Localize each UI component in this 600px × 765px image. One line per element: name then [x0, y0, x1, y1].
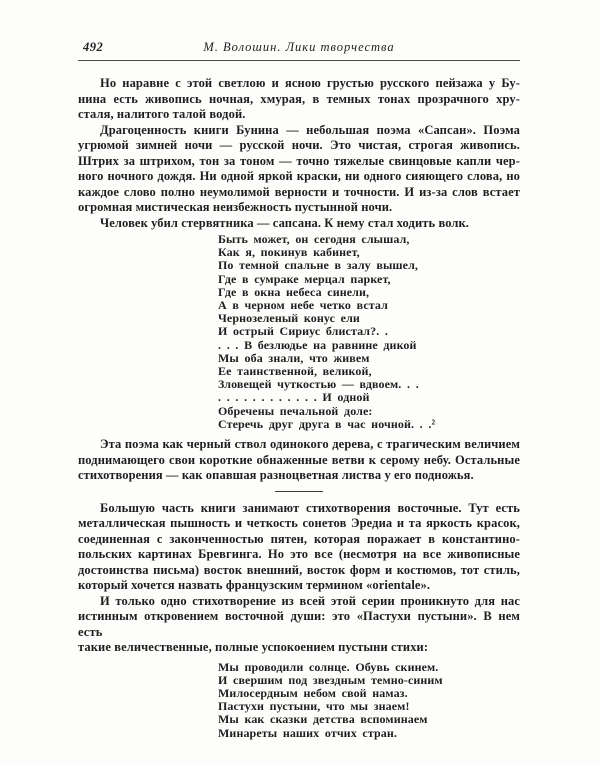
- paragraph-falcon-wolf: [78, 216, 520, 232]
- text-line: А в черном небе четко встал: [218, 298, 388, 313]
- text-line: Мы как сказки детства вспоминаем: [218, 712, 428, 727]
- text-line: По темной спальне в залу вышел,: [218, 258, 419, 273]
- text-line: Мы оба знали, что живем: [218, 350, 370, 365]
- text-line: сталя, налитого талой водой.: [78, 107, 246, 121]
- text-line: польских картинах Бревгинга. Но это все (несмотря на все живописные: [78, 547, 520, 562]
- text-line: огромная мистическая неизбежность пустынной ночи.: [78, 200, 393, 214]
- text-line: Где в сумраке мерцал паркет,: [218, 271, 391, 286]
- poem-shepherds-quote: [218, 661, 520, 740]
- text-column: [78, 76, 520, 746]
- paragraph-oriental-poems: [78, 501, 520, 594]
- text-line: И только одно стихотворение из всей этой серии проникнуто для нас: [100, 593, 520, 608]
- text-line: соединенная с законченностью пятен, которая поражает в константино-: [78, 531, 520, 546]
- running-title: М. Волошин. Лики творчества: [203, 40, 395, 54]
- text-line: Человек убил стервятника — сапсана. К нему стал ходить волк.: [100, 215, 470, 230]
- text-line: Чернозеленый конус ели: [218, 311, 360, 326]
- text-line: . . . . . . . . . . . . И одной: [218, 390, 370, 405]
- text-line: такие величественные, полные успокоением пустыни стихи:: [78, 640, 429, 655]
- text-line: Минареты наших отчих стран.: [218, 725, 397, 740]
- paragraph-bunin-landscape: [78, 76, 520, 123]
- paragraph-black-trunk: [78, 437, 520, 484]
- text-line: Штрих за штрихом, тон за тоном — точно тяжелые свинцовые капли чер-: [78, 153, 520, 168]
- text-line: металлическая пышность и четкость сонетов Эредиа и та яркость красок,: [78, 516, 520, 531]
- text-line: ного ночного дождя. Ни одной яркой краски, ни одного сияющего слова, но: [78, 169, 520, 183]
- text-line: Быть может, он сегодня слышал,: [218, 232, 410, 246]
- paragraph-shepherds-intro: [78, 594, 520, 656]
- text-line: Но наравне с этой светлою и ясною грустью русского пейзажа у Бу-: [100, 76, 520, 90]
- text-line: Где в окна небеса синели,: [218, 284, 370, 299]
- text-line: который хочется назвать французским термином «orientale».: [78, 578, 431, 593]
- text-line: Милосердным небом свой намаз.: [218, 685, 408, 700]
- text-line: Драгоценность книги Бунина — небольшая поэма «Сапсан». Поэма: [100, 122, 520, 137]
- text-line: Большую часть книги занимают стихотворения восточные. Тут есть: [100, 500, 520, 515]
- header-rule: [78, 60, 520, 61]
- text-line: И острый Сириус блистал?. .: [218, 324, 389, 339]
- text-line: Пастухи пустыни, что мы знаем!: [218, 699, 410, 714]
- text-line: нина есть живопись ночная, хмурая, в темных тонах прозрачного хру-: [78, 91, 520, 106]
- paragraph-sapsan-intro: [78, 123, 520, 216]
- text-line: стихотворения — как опавшая разноцветная листва у его подножья.: [78, 468, 474, 483]
- text-line: Обречены печальной доле:: [218, 403, 373, 418]
- text-line: Стеречь друг друга в час ночной. . .²: [218, 416, 436, 431]
- text-line: поднимающего свои короткие обнаженные ветви к серому небу. Остальные: [78, 452, 520, 467]
- text-line: Как я, покинув кабинет,: [218, 245, 360, 260]
- text-line: достоинства письма) восток внешний, восток форм и костюмов, тот стиль,: [78, 562, 520, 577]
- text-line: Эта поэма как черный ствол одинокого дерева, с трагическим величием: [100, 437, 520, 452]
- text-line: каждое слово полно неумолимой верности и точности. И из-за слов встает: [78, 184, 520, 199]
- poem-sapsan-quote: [218, 233, 520, 431]
- text-line: И свершим под звездным темно-синим: [218, 672, 443, 687]
- text-line: угрюмой зимней ночи — русской ночи. Это чистая, строгая живопись.: [78, 138, 520, 152]
- page-number: 492: [83, 40, 104, 54]
- page-header: [78, 40, 520, 56]
- text-line: Зловещей чуткостью — вдвоем. . .: [218, 377, 419, 392]
- text-line: Мы проводили солнце. Обувь скинем.: [218, 659, 439, 674]
- text-line: . . . В безлюдье на равнине дикой: [218, 337, 417, 352]
- section-divider: [275, 491, 323, 492]
- text-line: истинным откровением восточной души: это «Пастухи пустыни». В нем есть: [78, 609, 520, 639]
- text-line: Ее таинственной, великой,: [218, 364, 372, 379]
